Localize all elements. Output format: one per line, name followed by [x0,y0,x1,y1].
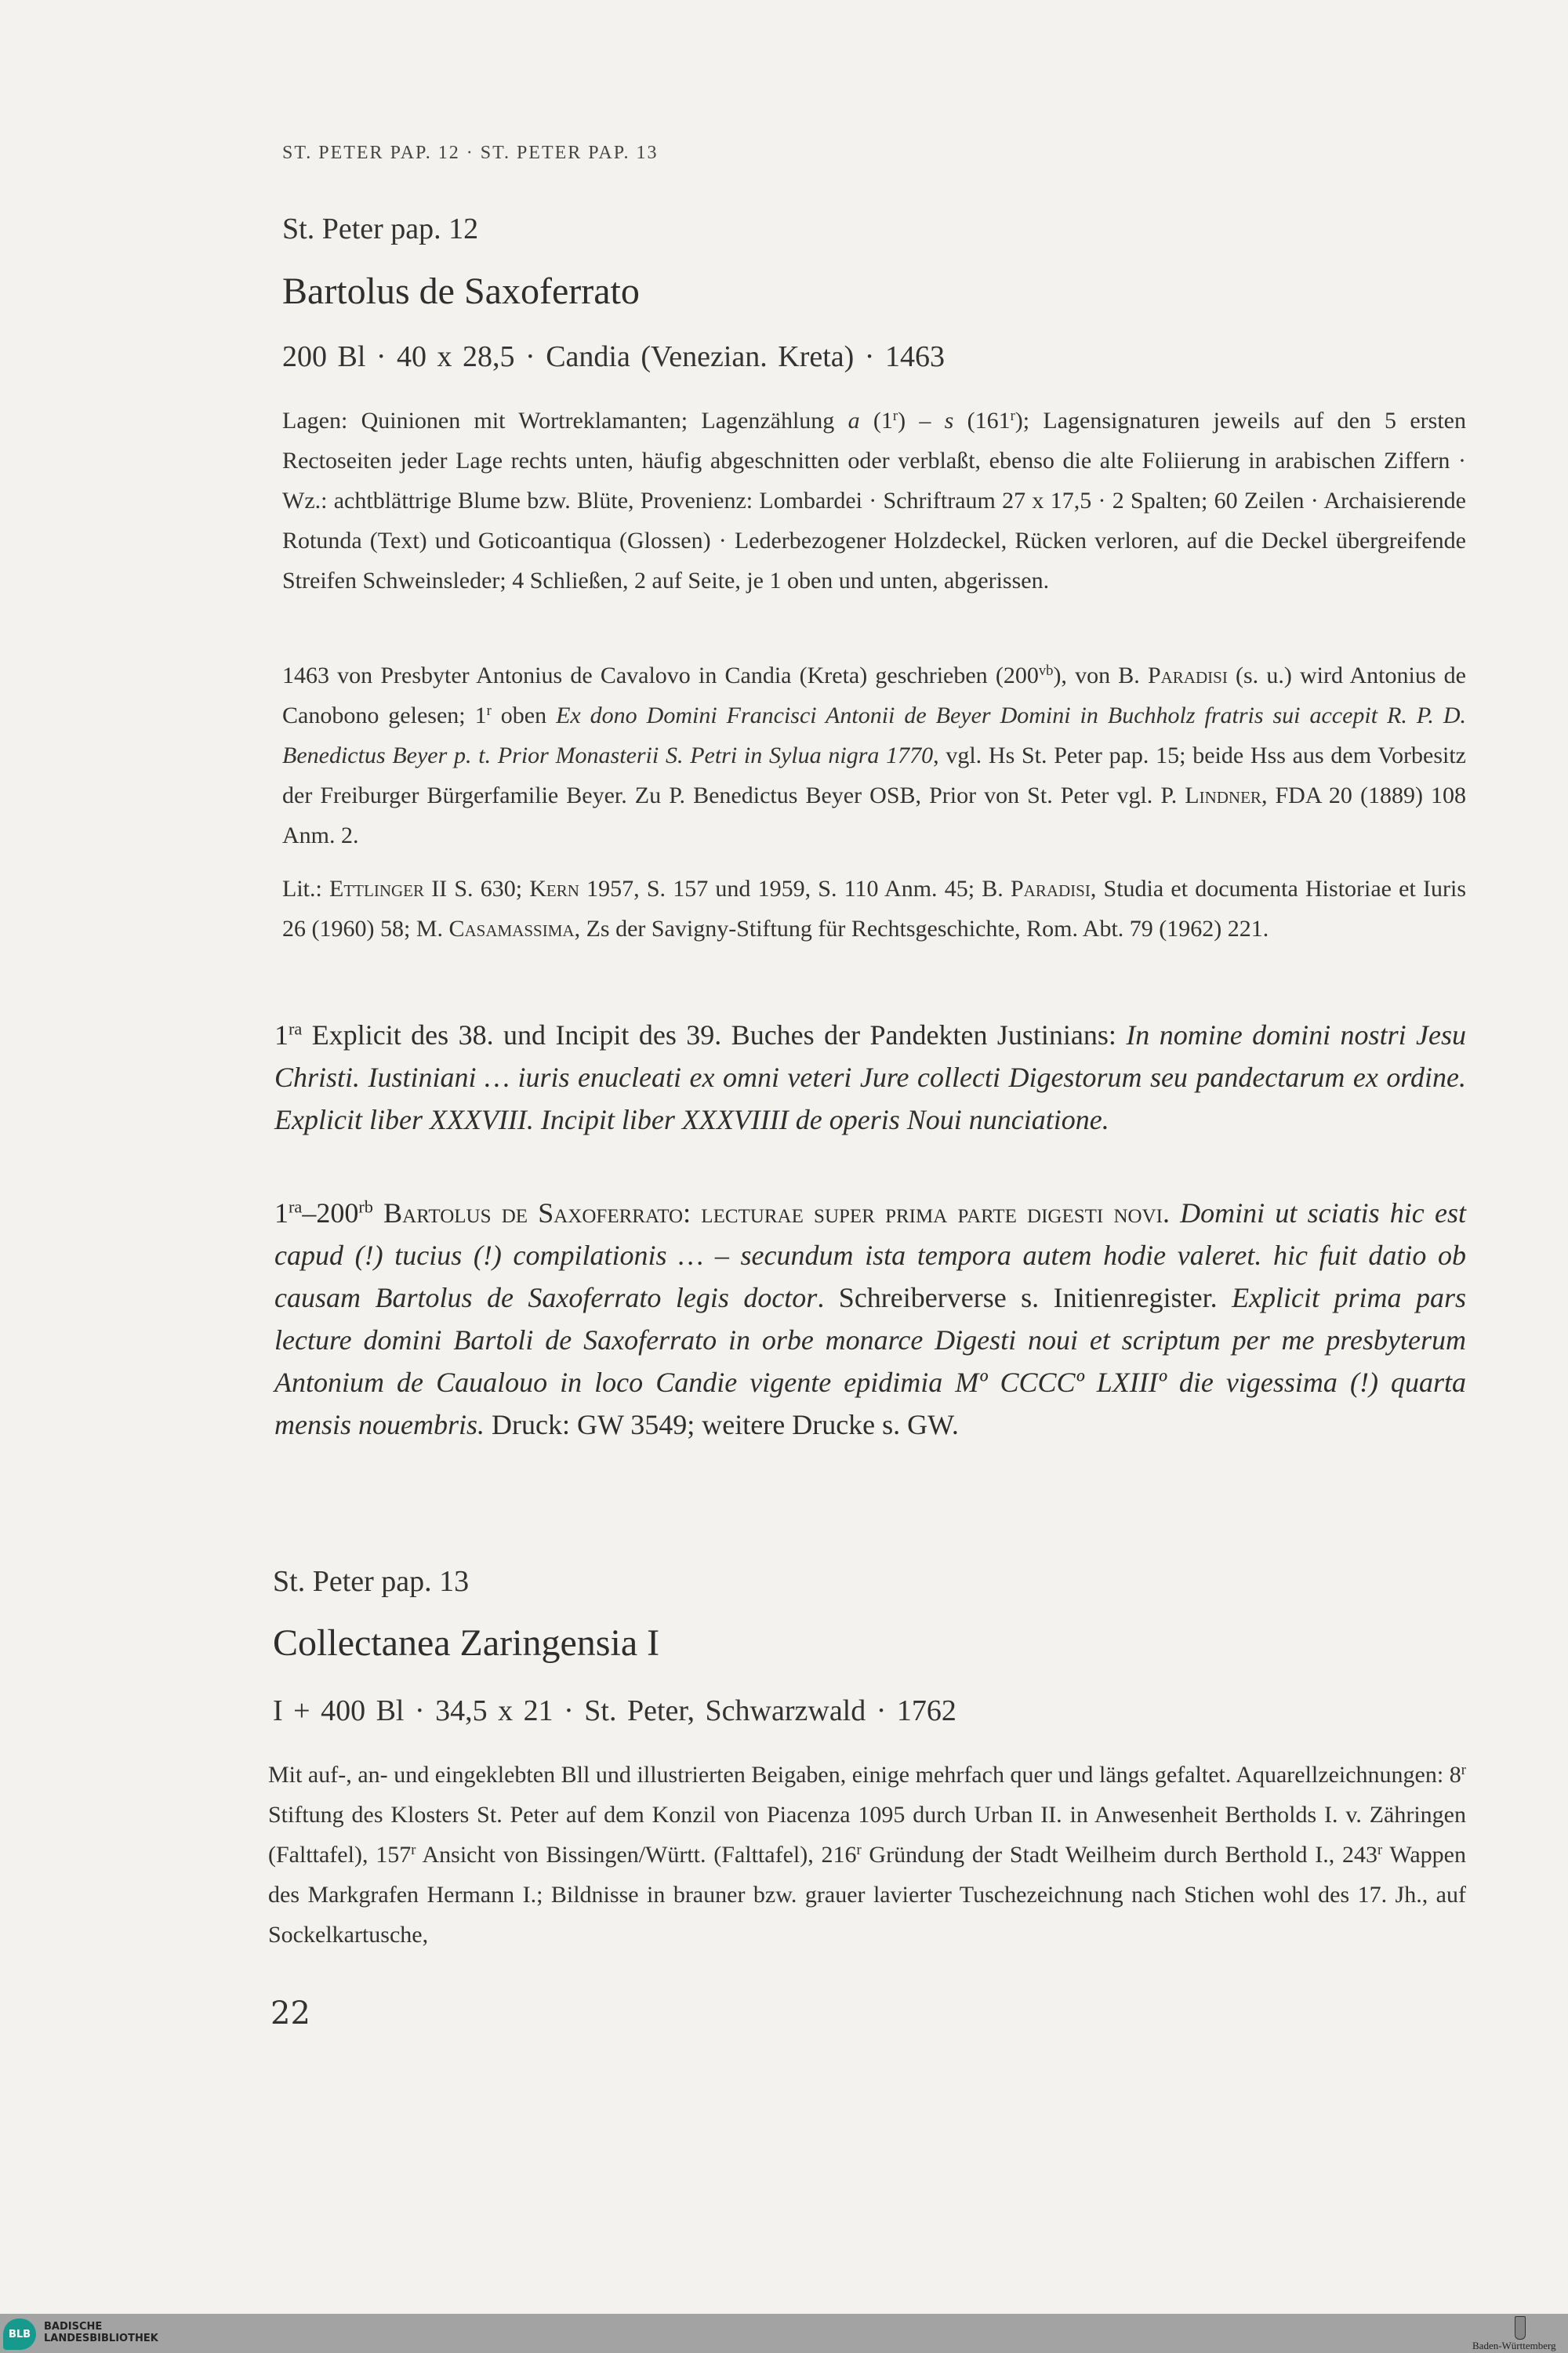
text: Druck: GW 3549; weitere Drucke s. GW. [485,1409,959,1440]
text: ) – [898,408,945,434]
entry2-description [268,1755,1466,1955]
superscript: r [486,702,492,719]
superscript: rb [358,1196,373,1217]
entry2-meta: I + 400 Bl · 34,5 x 21 · St. Peter, Schwarzwald · 1762 [273,1694,956,1727]
author-name: Casamassima [448,916,575,942]
state-name: Baden-Württemberg [1472,2340,1556,2351]
entry1-meta: 200 Bl · 40 x 28,5 · Candia (Venezian. Kreta) · 1463 [282,340,945,373]
entry1-codicology [282,401,1466,601]
folio: 1 [274,1019,289,1051]
entry1-content2 [274,1192,1466,1446]
folio: 1 [274,1197,289,1229]
author-name: Paradisi [1010,876,1091,902]
folio: –200 [302,1197,359,1229]
text: (161 [953,408,1011,434]
text: Gründung der Stadt Weilheim durch Berthold I., 243 [861,1842,1377,1868]
entry1-literature [282,869,1466,949]
superscript: vb [1038,662,1054,679]
quotation: In nomine domini nostri Jesu Christi. Iustiniani … iuris enucleati ex omni veteri Jure collecti Digestorum seu pandectarum ex ordine. Explicit liber XXXVIII. Incipit liber XXXVIIII de operis Noui nunciatione. [274,1019,1466,1135]
author-name: Kern [529,876,579,902]
library-name-line1: BADISCHE [44,2321,103,2333]
text: oben [491,703,557,728]
text: Lit.: [282,876,330,902]
work-title: Bartolus de Saxoferrato: lecturae super prima parte digesti novi. [372,1197,1170,1229]
text: . Schreiberverse s. Initienregister. [817,1282,1232,1313]
author-name: Lindner [1185,783,1261,808]
superscript: r [892,407,898,424]
entry2-title: Collectanea Zaringensia I [273,1622,660,1664]
page-number: 22 [270,1995,310,2032]
author-name: Ettlinger [329,876,424,902]
superscript: r [856,1841,862,1858]
text: ); Lagensignaturen jeweils auf den 5 ersten Rectoseiten jeder Lage rechts unten, häufig abgeschnitten oder verblaßt, ebenso die alte Foliierung in arabischen Ziffern · Wz.: achtblättrige Blume bzw. Blüte, Provenienz: Lombardei · Schriftraum 27 x 17,5 · 2 Spalten; 60 Zeilen · Archaisierende Rotunda (Text) und Goticoantiqua (Glossen) · Lederbezogener Holzdeckel, Rücken verloren, auf die Deckel übergreifende Streifen Schweinsleder; 4 Schließen, 2 auf Seite, je 1 oben und unten, abgerissen. [282,408,1466,594]
text: a [848,408,860,434]
superscript: r [1377,1841,1383,1858]
text: Lagen: Quinionen mit Wortreklamanten; Lagenzählung [282,408,848,434]
superscript: ra [289,1196,303,1217]
entry1-history [282,655,1466,855]
text: , Studia et documenta Historiae et Iuris 26 (1960) 58; M. [282,876,1467,942]
text: , vgl. Hs St. Peter pap. 15; beide Hss aus dem Vorbesitz der Freiburger Bürgerfamilie Beyer. Zu P. Benedictus Beyer OSB, Prior von St. Peter vgl. P. [282,743,1466,808]
quotation: Domini ut sciatis hic est capud (!) tucius (!) compilationis … – secundum ista tempora autem hodie valeret. hic fuit datio ob causam Bartolus de Saxoferrato legis doctor [274,1197,1466,1313]
quotation: Ex dono Domini Francisci Antonii de Beyer Domini in Buchholz fratris sui accepit R. P. D. Benedictus Beyer p. t. Prior Monasterii S. Petri in Sylua nigra 1770 [282,703,1466,768]
entry1-content1 [274,1014,1466,1141]
entry2-shelfmark: St. Peter pap. 13 [273,1565,470,1598]
superscript: r [1461,1761,1466,1778]
superscript: r [411,1841,416,1858]
text: (1 [859,408,893,434]
text: Explicit des 38. und Incipit des 39. Buches der Pandekten Justinians: [302,1019,1127,1051]
library-name-line2: LANDESBIBLIOTHEK [44,2333,158,2344]
text: , Zs der Savigny-Stiftung für Rechtsgeschichte, Rom. Abt. 79 (1962) 221. [574,916,1269,942]
author-name: Paradisi [1147,663,1228,688]
superscript: ra [289,1019,303,1039]
coat-of-arms-icon [1515,2316,1526,2340]
text: , FDA 20 (1889) 108 Anm. 2. [282,783,1467,848]
text: II S. 630; [424,876,530,902]
text: 1957, S. 157 und 1959, S. 110 Anm. 45; B. [579,876,1011,902]
quotation: Explicit prima pars lecture domini Bartoli de Saxoferrato in orbe monarce Digesti noui et scriptum per me presbyterum Antonium de Caualouo in loco Candie vigente epidimia Mº CCCCº LXIIIº die vigessima (!) quarta mensis nouembris. [274,1282,1466,1440]
library-name [44,2321,158,2344]
text: 1463 von Presbyter Antonius de Cavalovo in Candia (Kreta) geschrieben (200 [282,663,1039,688]
text: Ansicht von Bissingen/Württ. (Falttafel), 216 [416,1842,857,1868]
entry1-title: Bartolus de Saxoferrato [282,271,640,312]
entry1-shelfmark: St. Peter pap. 12 [282,212,479,245]
text: Mit auf-, an- und eingeklebten Bll und illustrierten Beigaben, einige mehrfach quer und längs gefaltet. Aquarellzeichnungen: 8 [268,1762,1461,1788]
text: s [944,408,954,434]
blb-logo-icon: BLB [3,2319,36,2350]
footer-bar [0,2314,1568,2353]
text: Wappen des Markgrafen Hermann I.; Bildnisse in brauner bzw. grauer lavierter Tuschezeichnung nach Stichen wohl des 17. Jh., auf Sockelkartusche, [268,1842,1466,1948]
text: ), von B. [1053,663,1148,688]
text: Stiftung des Klosters St. Peter auf dem Konzil von Piacenza 1095 durch Urban II. in Anwesenheit Bertholds I. v. Zähringen (Falttafel), 157 [268,1802,1466,1868]
text: (s. u.) wird Antonius de Canobono gelesen; 1 [282,663,1466,728]
superscript: r [1010,407,1015,424]
running-head: ST. PETER PAP. 12 · ST. PETER PAP. 13 [282,143,659,163]
